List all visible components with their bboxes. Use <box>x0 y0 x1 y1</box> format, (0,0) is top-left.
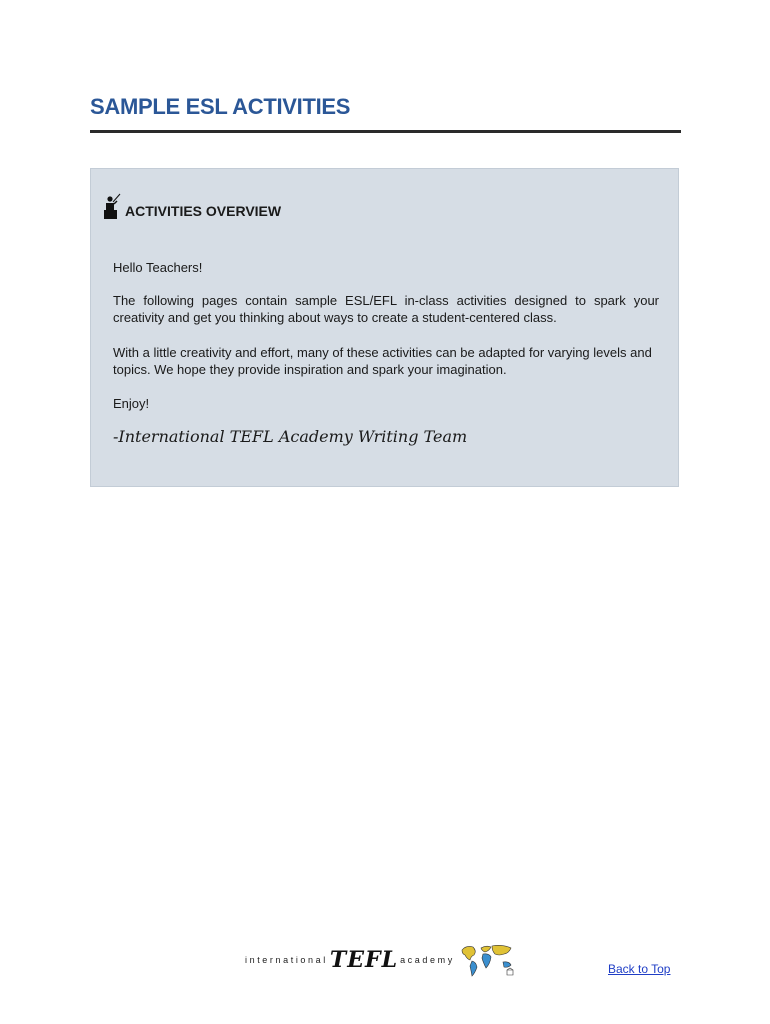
closing-text: Enjoy! <box>113 396 150 411</box>
teacher-at-board-icon <box>103 193 121 219</box>
logo-prefix: international <box>245 955 328 965</box>
logo-main: TEFL <box>329 947 399 973</box>
logo-suffix: academy <box>400 955 455 965</box>
overview-heading <box>103 193 281 219</box>
back-to-top-link[interactable]: Back to Top <box>608 962 671 976</box>
title-divider <box>90 130 681 133</box>
page-title: SAMPLE ESL ACTIVITIES <box>90 94 351 119</box>
signature-text: -International TEFL Academy Writing Team <box>113 427 468 446</box>
intro-paragraph: The following pages contain sample ESL/EFL in-class activities designed to spark your creativity and get you thinking about ways to create a student-centered class. <box>113 293 659 325</box>
activities-overview-box <box>90 168 679 487</box>
overview-heading-text: ACTIVITIES OVERVIEW <box>125 203 282 219</box>
greeting-text: Hello Teachers! <box>113 260 203 275</box>
adaptation-paragraph: With a little creativity and effort, many of these activities can be adapted for varying levels and topics. We hope they provide inspiration and spark your imagination. <box>113 345 652 377</box>
world-map-icon <box>459 942 517 978</box>
tefl-academy-logo <box>245 942 555 978</box>
